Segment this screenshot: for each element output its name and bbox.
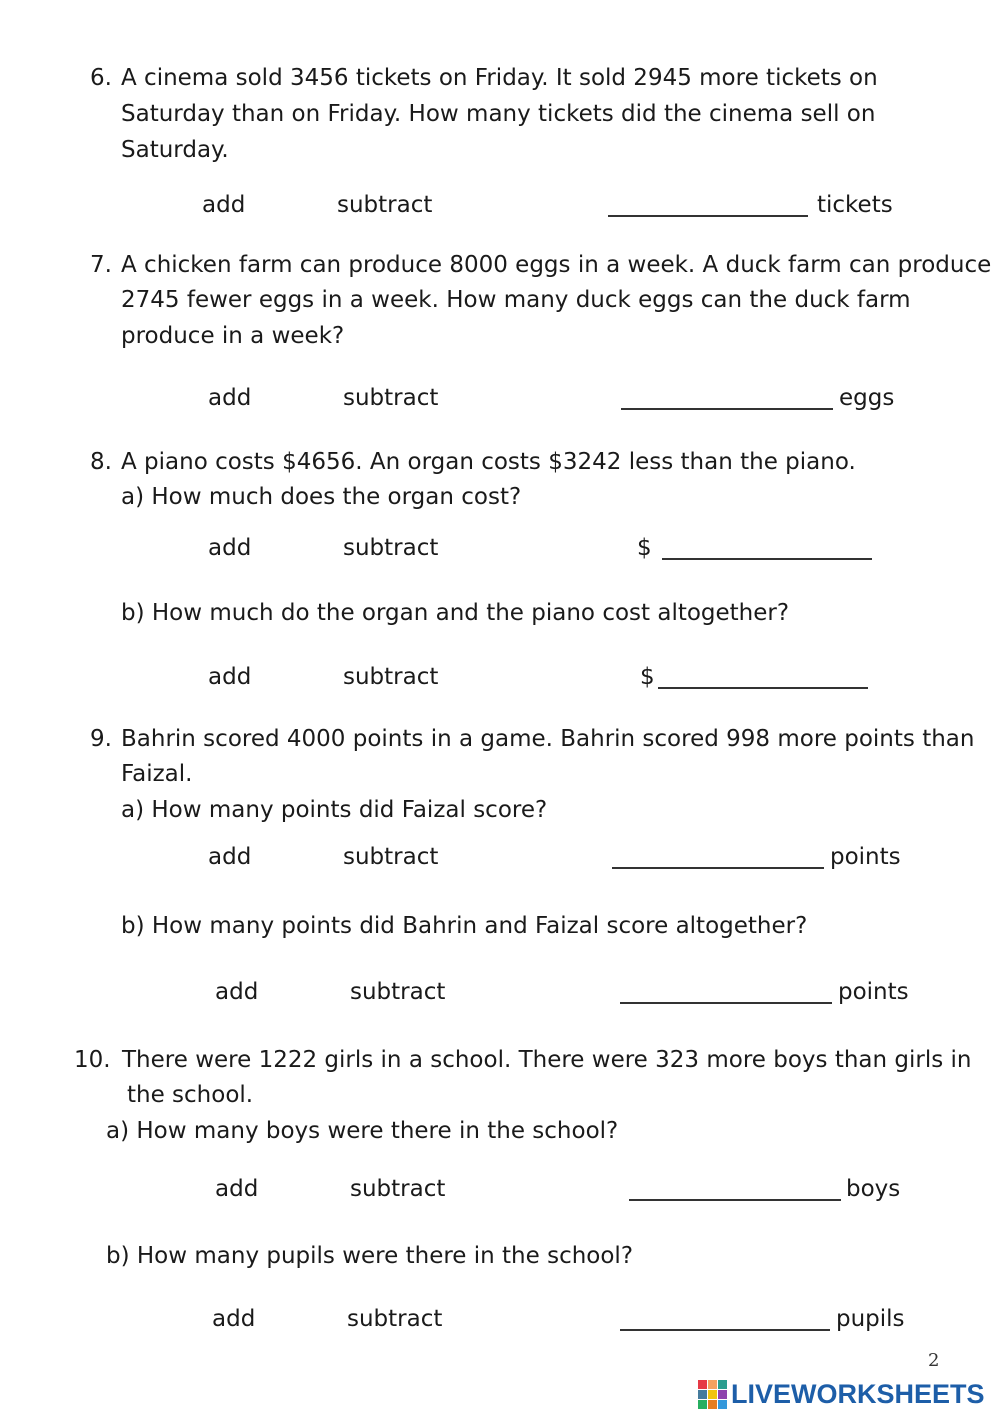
q10a-subtract-option[interactable]: subtract — [350, 1176, 446, 1202]
q9a-answer-input[interactable] — [612, 841, 824, 867]
q6-add-option[interactable]: add — [202, 192, 246, 218]
q10a-answer-line — [629, 1199, 841, 1201]
brand-text: LIVEWORKSHEETS — [731, 1378, 985, 1409]
q8a-answer-line — [662, 558, 872, 560]
liveworksheets-logo-icon — [698, 1380, 727, 1409]
q9b-answer-input[interactable] — [620, 976, 832, 1002]
q7-answer-line — [621, 408, 833, 410]
question-8a-text: a) How much does the organ cost? — [121, 484, 522, 510]
question-9-number: 9. — [90, 726, 112, 752]
question-9-text-line-1: Bahrin scored 4000 points in a game. Bahrin scored 998 more points than — [121, 726, 975, 752]
question-9b-text: b) How many points did Bahrin and Faizal score altogether? — [121, 913, 808, 939]
q9a-add-option[interactable]: add — [208, 844, 252, 870]
question-7-text-line-1: A chicken farm can produce 8000 eggs in a week. A duck farm can produce — [121, 252, 992, 278]
question-7-number: 7. — [90, 252, 112, 278]
q9a-unit: points — [830, 844, 901, 870]
question-9-text-line-2: Faizal. — [121, 761, 193, 787]
liveworksheets-brand — [698, 1379, 985, 1409]
q6-answer-input[interactable] — [608, 189, 808, 215]
q10a-answer-input[interactable] — [629, 1173, 841, 1199]
q8b-currency: $ — [640, 664, 655, 690]
q8a-answer-input[interactable] — [662, 532, 872, 558]
q7-add-option[interactable]: add — [208, 385, 252, 411]
q8b-add-option[interactable]: add — [208, 664, 252, 690]
q8b-answer-input[interactable] — [658, 661, 868, 687]
question-8b-text: b) How much do the organ and the piano cost altogether? — [121, 600, 790, 626]
q8a-currency: $ — [637, 535, 652, 561]
q7-subtract-option[interactable]: subtract — [343, 385, 439, 411]
q9a-subtract-option[interactable]: subtract — [343, 844, 439, 870]
q9b-subtract-option[interactable]: subtract — [350, 979, 446, 1005]
q10b-subtract-option[interactable]: subtract — [347, 1306, 443, 1332]
question-10b-text: b) How many pupils were there in the school? — [106, 1243, 634, 1269]
q10a-unit: boys — [846, 1176, 901, 1202]
question-8-text-line-1: A piano costs $4656. An organ costs $3242 less than the piano. — [121, 449, 856, 475]
question-6-number: 6. — [90, 65, 112, 91]
q8a-subtract-option[interactable]: subtract — [343, 535, 439, 561]
q10b-answer-line — [620, 1329, 830, 1331]
q6-unit: tickets — [817, 192, 893, 218]
q7-answer-input[interactable] — [621, 382, 833, 408]
question-10a-text: a) How many boys were there in the school? — [106, 1118, 619, 1144]
q8a-add-option[interactable]: add — [208, 535, 252, 561]
q10a-add-option[interactable]: add — [215, 1176, 259, 1202]
q8b-subtract-option[interactable]: subtract — [343, 664, 439, 690]
q9b-unit: points — [838, 979, 909, 1005]
question-7-text-line-3: produce in a week? — [121, 323, 345, 349]
question-10-text-line-2: the school. — [127, 1082, 254, 1108]
q9b-add-option[interactable]: add — [215, 979, 259, 1005]
question-10-number: 10. — [74, 1047, 111, 1073]
q10b-answer-input[interactable] — [620, 1303, 830, 1329]
q10b-add-option[interactable]: add — [212, 1306, 256, 1332]
q7-unit: eggs — [839, 385, 895, 411]
q10b-unit: pupils — [836, 1306, 905, 1332]
question-6-text-line-3: Saturday. — [121, 137, 229, 163]
question-10-text-line-1: There were 1222 girls in a school. There were 323 more boys than girls in — [122, 1047, 972, 1073]
question-8-number: 8. — [90, 449, 112, 475]
q9a-answer-line — [612, 867, 824, 869]
q8b-answer-line — [658, 687, 868, 689]
q9b-answer-line — [620, 1002, 832, 1004]
question-9a-text: a) How many points did Faizal score? — [121, 797, 548, 823]
q6-answer-line — [608, 215, 808, 217]
question-6-text-line-2: Saturday than on Friday. How many tickets did the cinema sell on — [121, 101, 876, 127]
q6-subtract-option[interactable]: subtract — [337, 192, 433, 218]
question-6-text-line-1: A cinema sold 3456 tickets on Friday. It sold 2945 more tickets on — [121, 65, 878, 91]
question-7-text-line-2: 2745 fewer eggs in a week. How many duck eggs can the duck farm — [121, 287, 911, 313]
page-number: 2 — [928, 1350, 940, 1371]
